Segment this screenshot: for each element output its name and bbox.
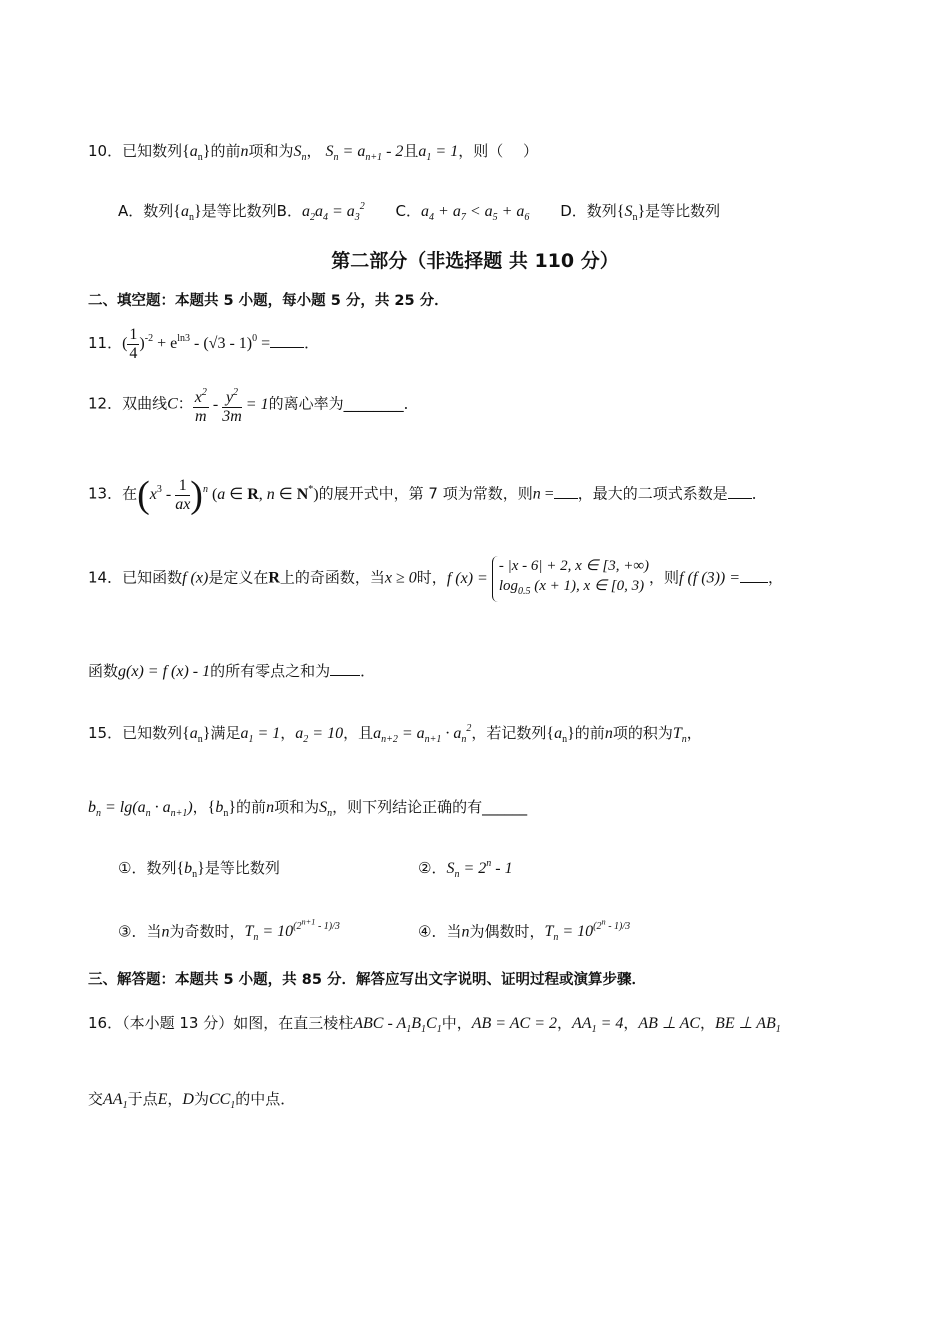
answer-blank[interactable] <box>740 568 768 583</box>
formula-q11: ( $\frac{1}{4}$ )$^{-2} + e^{ln3} - (√3 - 1)^0$ = <box>122 326 271 362</box>
q15-option-4 <box>418 918 630 943</box>
q13: 13．在($x^3$ - $\frac{1}{ax}$ )$^n$ (a ∈ R, n ∈ N*)的展开式中，第 7 项为常数，则n = ，最大的二项式系数是 ． <box>88 474 767 516</box>
text: ，则 <box>649 568 680 587</box>
formula-bn: $b_n = \lg(a_n \cdot a_{n+1})$ <box>88 799 193 819</box>
text: 的前 <box>210 142 241 160</box>
text: 的中点． <box>235 1090 296 1108</box>
var-n: n <box>240 143 249 160</box>
q16-line2 <box>88 1088 295 1111</box>
formula-tn-even: $T_n = 10^{(2^n - 1)/3}$ <box>544 918 631 944</box>
text: ， <box>306 142 322 160</box>
formula-fx: f (x) <box>182 569 209 587</box>
option-c-label: C． <box>395 202 422 220</box>
option-b-label: B． <box>276 202 302 220</box>
var-n: n <box>604 725 613 742</box>
text: ， <box>768 568 784 587</box>
formula-an: $\{a_n\}$ <box>173 203 202 223</box>
formula-a1: $a_1 = 1$ <box>418 143 459 163</box>
formula-an: $\{a_n\}$ <box>182 725 211 745</box>
formula-hyperbola: $\frac{x^2}{m}$ - $\frac{y^2}{3m}$ = 1 <box>193 396 269 413</box>
text: ， <box>280 724 296 742</box>
text: 为偶数时， <box>469 922 545 941</box>
var-e: E <box>157 1091 168 1108</box>
formula-ff3: f (f (3)) = <box>679 569 741 587</box>
var-n: n <box>161 923 170 941</box>
formula-bn-seq: $\{b_n\}$ <box>207 799 237 819</box>
answer-blank[interactable] <box>554 484 578 499</box>
text: ，则（ ） <box>458 142 538 160</box>
text: 10．已知数列 <box>88 142 183 160</box>
formula-aa1: $AA_1$ <box>103 1091 128 1111</box>
q11-number: 11． <box>88 334 123 353</box>
text: 为 <box>193 1090 209 1108</box>
text: ，则下列结论正确的有______ <box>332 798 528 816</box>
option-d-text: 是等比数列 <box>645 202 721 220</box>
formula-sn: $S_n$ <box>293 143 307 163</box>
formula-tn-odd: $T_n = 10^{(2^{n+1} - 1)/3}$ <box>244 918 340 944</box>
option-a-label: A．数列 <box>118 202 174 220</box>
answer-blank[interactable] <box>728 484 752 499</box>
q15-line2 <box>88 796 527 819</box>
q12 <box>88 384 419 426</box>
text: 上的奇函数，当 <box>279 568 385 587</box>
text: 时， <box>416 568 447 587</box>
text: ． <box>360 662 376 680</box>
formula-recurrence: $a_{n+2} = a_{n+1} \cdot a_n^2$ <box>373 723 472 745</box>
formula-an: $\{a_n\}$ <box>182 143 211 163</box>
var-d: D <box>182 1091 194 1108</box>
formula-piecewise: f (x) = - |x - 6| + 2, x ∈ [3, +∞) $\log_{0.5} (x + 1)$, x ∈ [0, 3) <box>447 570 649 587</box>
section-3-heading: 三、解答题：本题共 5 小题，共 85 分．解答应写出文字说明、证明过程或演算步骤． <box>88 972 646 988</box>
text: ，最大的二项式系数是 <box>577 484 728 503</box>
text: 满足 <box>210 724 241 742</box>
var-n: n <box>266 799 275 816</box>
text: 为奇数时， <box>169 922 245 941</box>
text: ， <box>700 1014 716 1032</box>
text: ． <box>751 484 767 503</box>
formula-a1: $a_1 = 1$ <box>240 725 281 745</box>
q11 <box>88 326 319 363</box>
text: ， <box>167 1090 183 1108</box>
text: 函数 <box>88 662 119 680</box>
formula-gx: g(x) = f (x) - 1 <box>118 663 211 680</box>
part2-title: 第二部分（非选择题 共 110 分） <box>331 250 619 272</box>
formula-bn-seq: $\{b_n\}$ <box>176 860 205 880</box>
text: ，且 <box>343 724 374 742</box>
text: 项和为 <box>274 798 320 816</box>
text: ， <box>192 798 208 816</box>
text: ④．当 <box>418 922 462 941</box>
text: 中， <box>441 1014 472 1032</box>
text: ． <box>304 334 320 353</box>
section-2-heading: 二、填空题：本题共 5 小题，每小题 5 分，共 25 分． <box>88 293 449 309</box>
text: 是等比数列 <box>204 859 280 877</box>
text: 的前 <box>236 798 267 816</box>
text: ， <box>686 724 702 742</box>
formula-x-ge-0: x ≥ 0 <box>384 569 417 587</box>
formula-sn-value: $S_n = 2^n - 1$ <box>446 858 513 880</box>
text: 的前 <box>574 724 605 742</box>
formula-option-b: $a_2a_4 = a_3^2$ <box>301 201 365 223</box>
text: 交 <box>88 1090 104 1108</box>
option-d-label: D．数列 <box>560 202 617 220</box>
q15-option-3 <box>118 918 340 943</box>
text: ， <box>557 1014 573 1032</box>
text: 13．在 <box>88 484 138 503</box>
formula-be-perp-ab1: BE ⊥ $AB_1$ <box>715 1015 781 1035</box>
formula-ab-perp-ac: AB ⊥ AC <box>638 1015 701 1032</box>
formula-ab-ac: AB = AC = 2 <box>471 1015 558 1032</box>
text: 项的积为 <box>612 724 673 742</box>
text: 且 <box>403 142 419 160</box>
option-a-text: 是等比数列 <box>201 202 277 220</box>
text: 15．已知数列 <box>88 724 183 742</box>
text: ： <box>177 394 193 413</box>
q15-option-1 <box>118 857 280 880</box>
var-n: n <box>461 923 470 941</box>
formula-binomial: ($x^3$ - $\frac{1}{ax}$ )$^n$ (a ∈ R, n ∈ N*) <box>137 474 319 516</box>
q12-label: 12．双曲线 <box>88 394 168 413</box>
text: 于点 <box>127 1090 158 1108</box>
text: ②． <box>418 859 447 877</box>
formula-cc1: $CC_1$ <box>208 1091 236 1111</box>
text: ，若记数列 <box>471 724 547 742</box>
answer-blank[interactable] <box>270 333 304 348</box>
text: ， <box>623 1014 639 1032</box>
text: 项和为 <box>248 142 294 160</box>
text: ③．当 <box>118 922 162 941</box>
formula-an: $\{a_n\}$ <box>546 725 575 745</box>
var-n: n <box>532 485 541 503</box>
formula-tn: $T_n$ <box>672 725 687 745</box>
formula-prism: ABC - $A_1B_1C_1$ <box>353 1015 442 1035</box>
var-c: C <box>167 395 178 413</box>
formula-sn: $S_n$ <box>319 799 333 819</box>
text: 的展开式中，第 7 项为常数，则 <box>318 484 533 503</box>
text: ①．数列 <box>118 859 177 877</box>
formula-sn-seq: $\{S_n\}$ <box>616 203 646 223</box>
q16 <box>88 1012 781 1035</box>
text: 16．（本小题 13 分）如图，在直三棱柱 <box>88 1014 354 1032</box>
q15 <box>88 722 702 745</box>
formula-option-c: $a_4 + a_7 < a_5 + a_6$ <box>421 203 530 223</box>
text: 14．已知函数 <box>88 568 183 587</box>
answer-blank[interactable] <box>330 661 360 676</box>
set-r: R <box>268 569 280 587</box>
q10-options <box>118 200 720 223</box>
q10-stem <box>88 140 538 163</box>
q15-option-2 <box>418 857 513 880</box>
text: 的所有零点之和为 <box>210 662 331 680</box>
formula-a2: $a_2 = 10$ <box>295 725 344 745</box>
formula-aa1: $AA_1 = 4$ <box>572 1015 624 1035</box>
text: 的离心率为________． <box>268 394 419 413</box>
q14 <box>88 556 783 602</box>
text: 是定义在 <box>208 568 269 587</box>
q14-line2 <box>88 660 375 681</box>
formula-recurrence: $S_n = a_{n+1} - 2$ <box>321 143 404 163</box>
